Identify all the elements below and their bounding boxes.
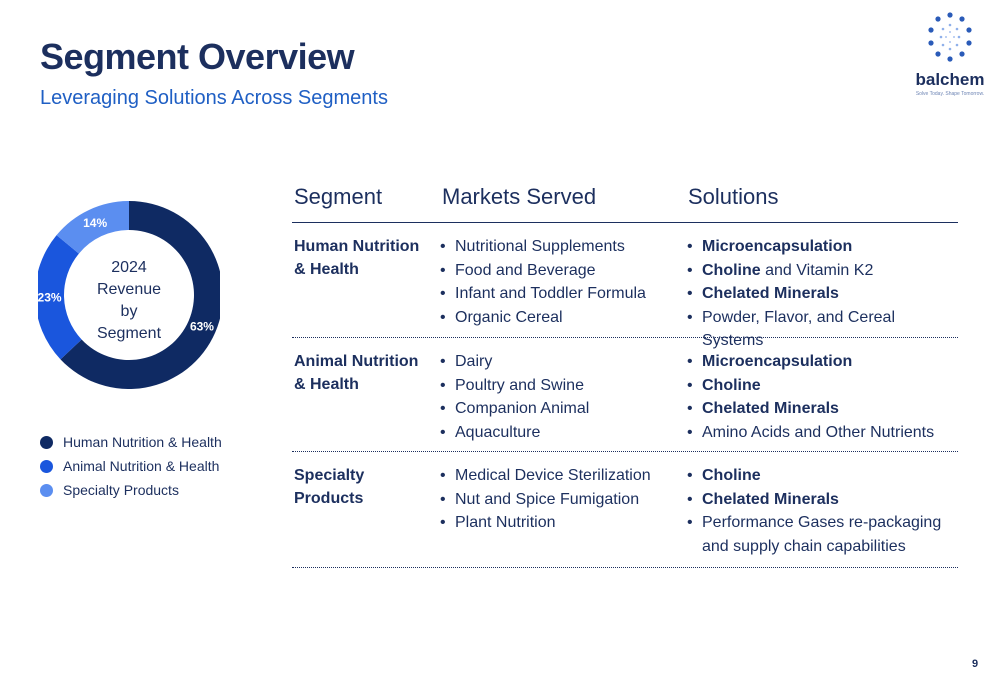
table-row	[292, 452, 958, 568]
segment-name: Specialty Products	[294, 467, 365, 507]
logo-tagline: Solve Today. Shape Tomorrow.	[915, 91, 985, 97]
solution-item	[687, 235, 959, 259]
market-item: • Dairy	[440, 350, 680, 374]
solutions-list	[687, 464, 959, 558]
legend-swatch	[40, 460, 53, 473]
markets-list	[440, 464, 680, 535]
page-number: 9	[972, 658, 979, 670]
solution-item	[687, 511, 959, 558]
market-item: • Nut and Spice Fumigation	[440, 488, 680, 512]
solution-highlight: Choline	[702, 376, 761, 394]
solution-item	[687, 464, 959, 488]
solution-highlight: Microencapsulation	[702, 238, 853, 255]
legend-swatch	[40, 484, 53, 497]
table-row	[292, 338, 958, 452]
solution-highlight: Chelated Minerals	[702, 285, 839, 302]
header-segment: Segment	[294, 184, 383, 209]
table-header-row	[292, 180, 958, 223]
solution-text: Performance Gases re-packaging and supply chain capabilities	[702, 514, 942, 555]
donut-center-line: 2024	[111, 259, 147, 276]
table-row	[292, 223, 958, 349]
markets-list	[440, 350, 680, 444]
solution-item	[687, 374, 959, 398]
page-subtitle: Leveraging Solutions Across Segments	[40, 87, 388, 109]
legend-label: Animal Nutrition & Health	[63, 458, 220, 474]
solution-item	[687, 259, 959, 283]
solution-text: Powder, Flavor, and Cereal Systems	[702, 308, 895, 349]
logo-dots-icon	[924, 10, 976, 64]
slice-value-label: 63%	[189, 319, 214, 334]
market-item: • Plant Nutrition	[440, 511, 680, 535]
solution-highlight: Choline	[702, 467, 761, 484]
legend-item	[40, 454, 222, 478]
header-markets-served: Markets Served	[442, 184, 597, 209]
legend-label: Human Nutrition & Health	[63, 434, 222, 450]
legend-swatch	[40, 436, 53, 449]
page-title: Segment Overview	[40, 36, 355, 77]
segment-name: Animal Nutrition & Health	[294, 353, 419, 393]
donut-center-line: Revenue	[96, 281, 162, 298]
solution-item	[687, 488, 959, 512]
solution-text: and Vitamin K2	[760, 261, 874, 279]
donut-center-line: by	[120, 303, 138, 320]
company-logo	[904, 10, 996, 100]
solutions-list	[687, 235, 959, 353]
solution-item	[687, 282, 959, 306]
markets-list	[440, 235, 680, 329]
market-item: • Organic Cereal	[440, 306, 680, 330]
solution-highlight: Chelated Minerals	[702, 400, 839, 417]
solution-highlight: Microencapsulation	[702, 353, 853, 370]
solution-highlight: Chelated Minerals	[702, 490, 839, 508]
segment-table	[292, 180, 958, 568]
slice-value-label: 23%	[38, 290, 62, 305]
slice-value-label: 14%	[83, 216, 108, 231]
donut-center-line: Segment	[96, 325, 162, 342]
segment-name: Human Nutrition & Health	[294, 238, 420, 278]
market-item: • Infant and Toddler Formula	[440, 282, 680, 306]
market-item: • Nutritional Supplements	[440, 235, 680, 259]
solution-item	[687, 350, 959, 374]
market-item: • Aquaculture	[440, 421, 680, 445]
solution-text: Amino Acids and Other Nutrients	[702, 423, 935, 441]
market-item: • Medical Device Sterilization	[440, 464, 680, 488]
table-body	[292, 223, 958, 568]
market-item: • Poultry and Swine	[440, 374, 680, 398]
solutions-list	[687, 350, 959, 444]
legend-item	[40, 430, 222, 454]
legend-item	[40, 478, 222, 502]
donut-center-label	[80, 257, 178, 345]
solution-item	[687, 397, 959, 421]
chart-legend	[40, 430, 222, 502]
logo-wordmark: balchem	[915, 70, 985, 89]
solution-highlight: Choline	[702, 261, 761, 279]
header-solutions: Solutions	[688, 184, 779, 209]
market-item: • Food and Beverage	[440, 259, 680, 283]
legend-label: Specialty Products	[63, 482, 179, 498]
solution-item	[687, 421, 959, 445]
market-item: • Companion Animal	[440, 397, 680, 421]
